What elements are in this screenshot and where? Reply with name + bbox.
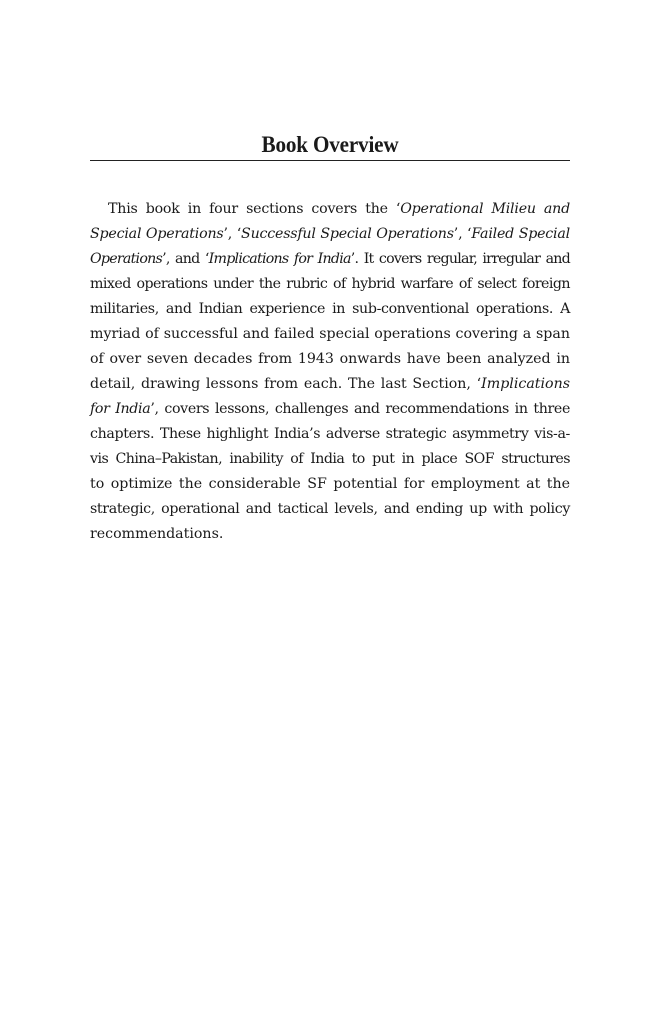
paragraph-line: Operations’, and ‘Implications for India’. It covers regular, irregular and — [90, 251, 570, 267]
paragraph-line: strategic, operational and tactical levels, and ending up with policy — [90, 501, 570, 517]
paragraph-line: for India’, covers lessons, challenges and recommendations in three — [90, 401, 570, 417]
paragraph-line: detail, drawing lessons from each. The last Section, ‘Implications — [90, 376, 570, 392]
paragraph-line: vis China–Pakistan, inability of India to put in place SOF structures — [90, 451, 570, 467]
paragraph-line: of over seven decades from 1943 onwards have been analyzed in — [90, 351, 570, 367]
paragraph-line: to optimize the considerable SF potential for employment at the — [90, 476, 570, 492]
page-title: Book Overview — [261, 132, 399, 157]
paragraph-line: militaries, and Indian experience in sub-conventional operations. A — [90, 301, 570, 317]
paragraph-line: chapters. These highlight India’s adverse strategic asymmetry vis-a- — [90, 426, 570, 442]
paragraph-line: mixed operations under the rubric of hybrid warfare of select foreign — [90, 276, 570, 292]
title-rule — [90, 160, 570, 161]
paragraph-line: This book in four sections covers the ‘Operational Milieu and — [108, 201, 570, 217]
overview-paragraph — [90, 197, 570, 547]
paragraph-line: recommendations. — [90, 526, 224, 542]
paragraph-line: myriad of successful and failed special operations covering a span — [90, 326, 570, 342]
paragraph-line: Special Operations’, ‘Successful Special Operations’, ‘Failed Special — [90, 226, 570, 242]
